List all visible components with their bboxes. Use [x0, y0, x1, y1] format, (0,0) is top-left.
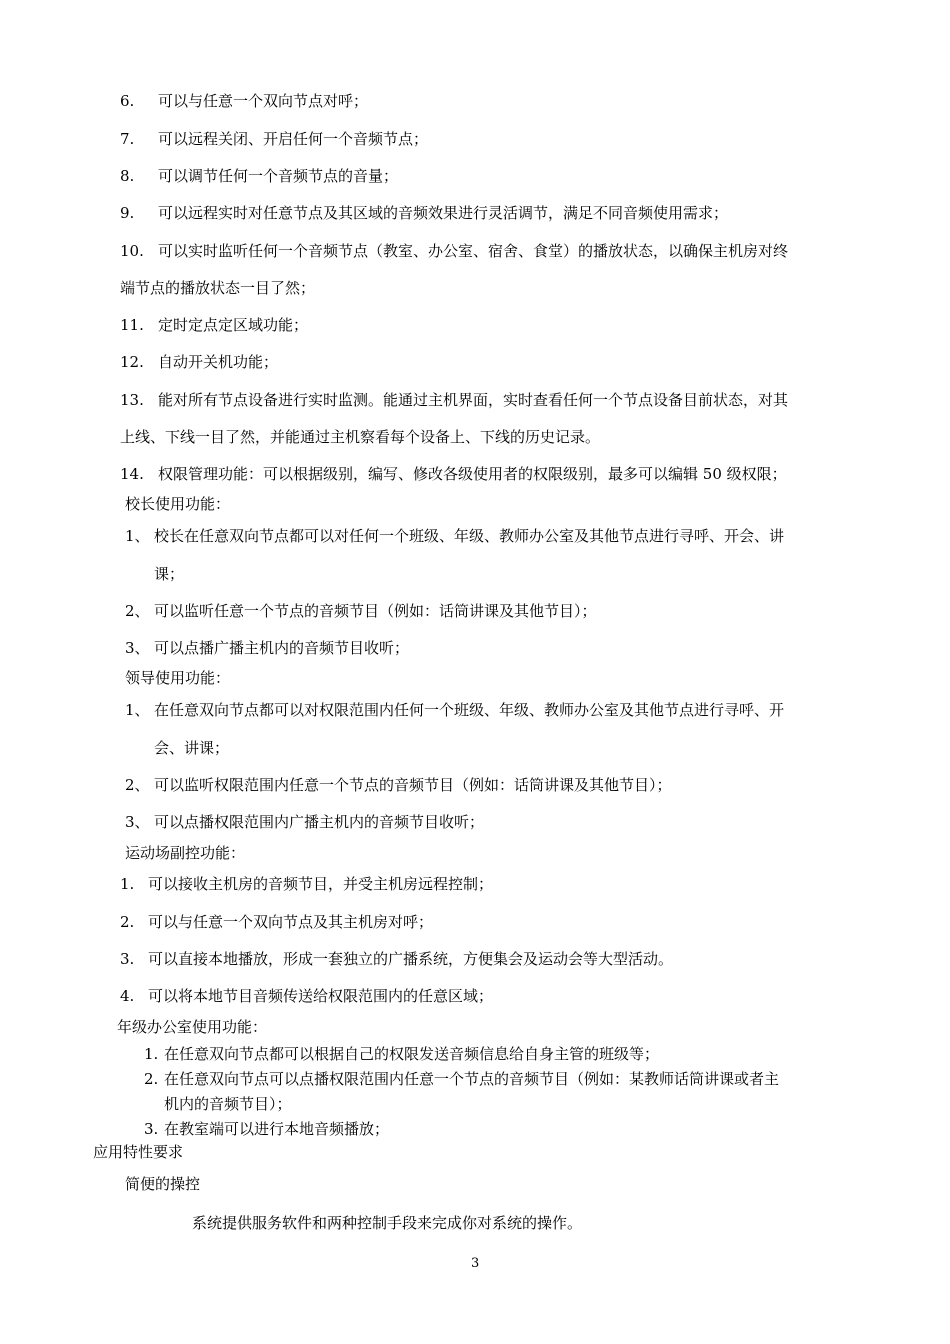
list-item: 4. 可以将本地节目音频传送给权限范围内的任意区域；	[120, 987, 494, 1005]
list-item: 8. 可以调节任何一个音频节点的音量；	[120, 167, 399, 185]
list-item: 3、 可以点播广播主机内的音频节目收听；	[125, 639, 410, 657]
list-item-continuation: 上线、下线一目了然，并能通过主机察看每个设备上、下线的历史记录。	[120, 428, 601, 446]
leader-heading: 领导使用功能：	[125, 669, 231, 687]
list-item: 9. 可以远程实时对任意节点及其区域的音频效果进行灵活调节，满足不同音频使用需求；	[120, 204, 729, 222]
list-item: 6. 可以与任意一个双向节点对呼；	[120, 92, 369, 110]
list-item: 12. 自动开关机功能；	[120, 353, 279, 371]
list-item: 2、 可以监听权限范围内任意一个节点的音频节目（例如：话筒讲课及其他节目）；	[125, 776, 672, 794]
list-item: 1、 在任意双向节点都可以对权限范围内任何一个班级、年级、教师办公室及其他节点进行寻呼、开	[125, 701, 785, 719]
list-item: 3. 在教室端可以进行本地音频播放；	[144, 1120, 390, 1138]
list-item-continuation: 机内的音频节目）；	[164, 1095, 292, 1113]
list-item-continuation: 端节点的播放状态一目了然；	[120, 279, 316, 297]
subsection-title: 简便的操控	[125, 1175, 201, 1193]
list-item: 1、 校长在任意双向节点都可以对任何一个班级、年级、教师办公室及其他节点进行寻呼、开会、讲	[125, 527, 785, 545]
list-item: 11. 定时定点定区域功能；	[120, 316, 309, 334]
list-item: 2、 可以监听任意一个节点的音频节目（例如：话筒讲课及其他节目）；	[125, 602, 597, 620]
list-item: 14. 权限管理功能：可以根据级别，编写、修改各级使用者的权限级别，最多可以编辑 50 级权限；	[120, 465, 787, 483]
list-item-continuation: 课；	[154, 565, 185, 583]
grade-office-heading: 年级办公室使用功能：	[117, 1018, 268, 1036]
stadium-heading: 运动场副控功能：	[125, 844, 246, 862]
list-item: 2. 可以与任意一个双向节点及其主机房对呼；	[120, 913, 434, 931]
body-paragraph: 系统提供服务软件和两种控制手段来完成你对系统的操作。	[192, 1214, 583, 1232]
list-item: 3. 可以直接本地播放，形成一套独立的广播系统，方便集会及运动会等大型活动。	[120, 950, 674, 968]
page-number: 3	[471, 1256, 480, 1271]
principal-heading: 校长使用功能：	[125, 495, 231, 513]
list-item: 13. 能对所有节点设备进行实时监测。能通过主机界面，实时查看任何一个节点设备目前状态，对其	[120, 391, 789, 409]
list-item: 10. 可以实时监听任何一个音频节点（教室、办公室、宿舍、食堂）的播放状态，以确保主机房对终	[120, 242, 789, 260]
list-item: 7. 可以远程关闭、开启任何一个音频节点；	[120, 130, 429, 148]
list-item: 2. 在任意双向节点可以点播权限范围内任意一个节点的音频节目（例如：某教师话筒讲课或者主	[144, 1070, 780, 1088]
section-title: 应用特性要求	[93, 1143, 184, 1161]
list-item-continuation: 会、讲课；	[154, 739, 230, 757]
list-item: 3、 可以点播权限范围内广播主机内的音频节目收听；	[125, 813, 485, 831]
list-item: 1. 在任意双向节点都可以根据自己的权限发送音频信息给自身主管的班级等；	[144, 1045, 660, 1063]
list-item: 1. 可以接收主机房的音频节目，并受主机房远程控制；	[120, 875, 494, 893]
